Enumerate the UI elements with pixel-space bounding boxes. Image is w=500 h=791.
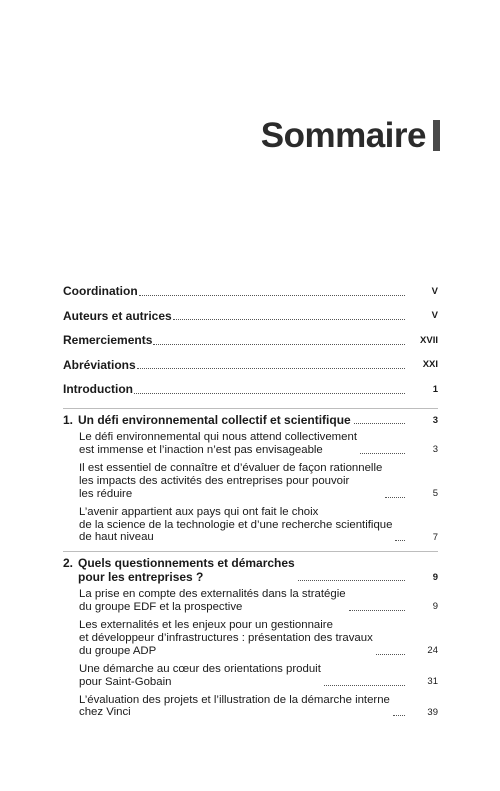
dot-leader (173, 319, 405, 320)
toc-entry-coordination[interactable] (63, 285, 438, 299)
toc-entry-page: V (431, 310, 438, 322)
toc-entry-label: Auteurs et autrices (63, 308, 172, 323)
toc-entry-acknowledgements[interactable] (63, 334, 438, 348)
chapter-heading[interactable] (63, 414, 438, 428)
subentry-page: 24 (427, 645, 438, 657)
subentry-page: 31 (427, 675, 438, 687)
toc-entry-label: Abréviations (63, 357, 136, 372)
chapter-number: 1. (63, 412, 74, 427)
toc-entry-label: Remerciements (63, 333, 153, 348)
subentry-text: L’évaluation des projets et l’illustration de la démarche interne chez Vinci (79, 693, 390, 719)
dot-leader (385, 497, 405, 498)
toc-entry-label: Coordination (63, 284, 138, 298)
chapter-heading[interactable] (63, 557, 438, 584)
toc-subentry[interactable] (63, 619, 438, 658)
toc-entry-label: Introduction (63, 382, 133, 397)
subentry-page: 9 (432, 601, 438, 613)
toc-subentry[interactable] (63, 588, 438, 614)
toc-subentry[interactable] (63, 431, 438, 457)
subentry-page: 3 (432, 444, 438, 456)
chapter-title: Quels questionnements et démarches pour les entreprises ? (78, 556, 295, 584)
dot-leader (393, 715, 405, 716)
toc-entry-page: 1 (432, 384, 438, 395)
dot-leader (137, 368, 405, 369)
subentry-text: Les externalités et les enjeux pour un gestionnaire et développeur d’infrastructures : présentation des travaux du groupe ADP (79, 619, 373, 657)
subentry-text: La prise en compte des externalités dans la stratégie du groupe EDF et la prospective (79, 588, 346, 614)
dot-leader (298, 580, 405, 581)
dot-leader (324, 685, 405, 686)
subentry-text: L’avenir appartient aux pays qui ont fait le choix de la science de la technologie et d’une recherche scientifique de haut niveau (79, 505, 393, 544)
toc-entry-page: XXI (422, 359, 438, 371)
toc-chapter-1 (63, 408, 438, 545)
page-title-block (261, 118, 440, 153)
toc-entry-page: XVII (420, 334, 438, 346)
dot-leader (153, 344, 405, 345)
chapter-title: Un défi environnemental collectif et scientifique (78, 412, 351, 427)
dot-leader (376, 654, 405, 655)
toc-entry-authors[interactable] (63, 310, 438, 324)
dot-leader (360, 453, 405, 454)
toc-chapter-2 (63, 551, 438, 719)
subentry-text: Une démarche au cœur des orientations produit pour Saint-Gobain (79, 662, 321, 688)
subentry-page: 39 (427, 706, 438, 718)
toc-subentry[interactable] (63, 694, 438, 720)
title-bar-decoration (433, 120, 440, 151)
table-of-contents (63, 285, 438, 724)
toc-subentry[interactable] (63, 462, 438, 501)
dot-leader (139, 295, 405, 296)
dot-leader (354, 423, 405, 424)
subentry-page: 7 (432, 531, 438, 543)
chapter-page: 3 (432, 414, 438, 426)
subentry-text: Le défi environnemental qui nous attend collectivement est immense et l’inaction n’est pas envisageable (79, 431, 357, 457)
toc-entry-introduction[interactable] (63, 383, 438, 397)
dot-leader (134, 393, 405, 394)
toc-entry-abbreviations[interactable] (63, 359, 438, 373)
toc-entry-page: V (431, 285, 438, 297)
dot-leader (395, 540, 405, 541)
toc-subentry[interactable] (63, 663, 438, 689)
subentry-text: Il est essentiel de connaître et d’évaluer de façon rationnelle les impacts des activités des entreprises pour pouvoir les réduire (79, 462, 383, 500)
toc-subentry[interactable] (63, 506, 438, 545)
subentry-page: 5 (432, 487, 438, 499)
chapter-number: 2. (63, 556, 74, 571)
page-title: Sommaire (260, 116, 426, 155)
chapter-page: 9 (432, 571, 438, 583)
dot-leader (349, 610, 405, 611)
